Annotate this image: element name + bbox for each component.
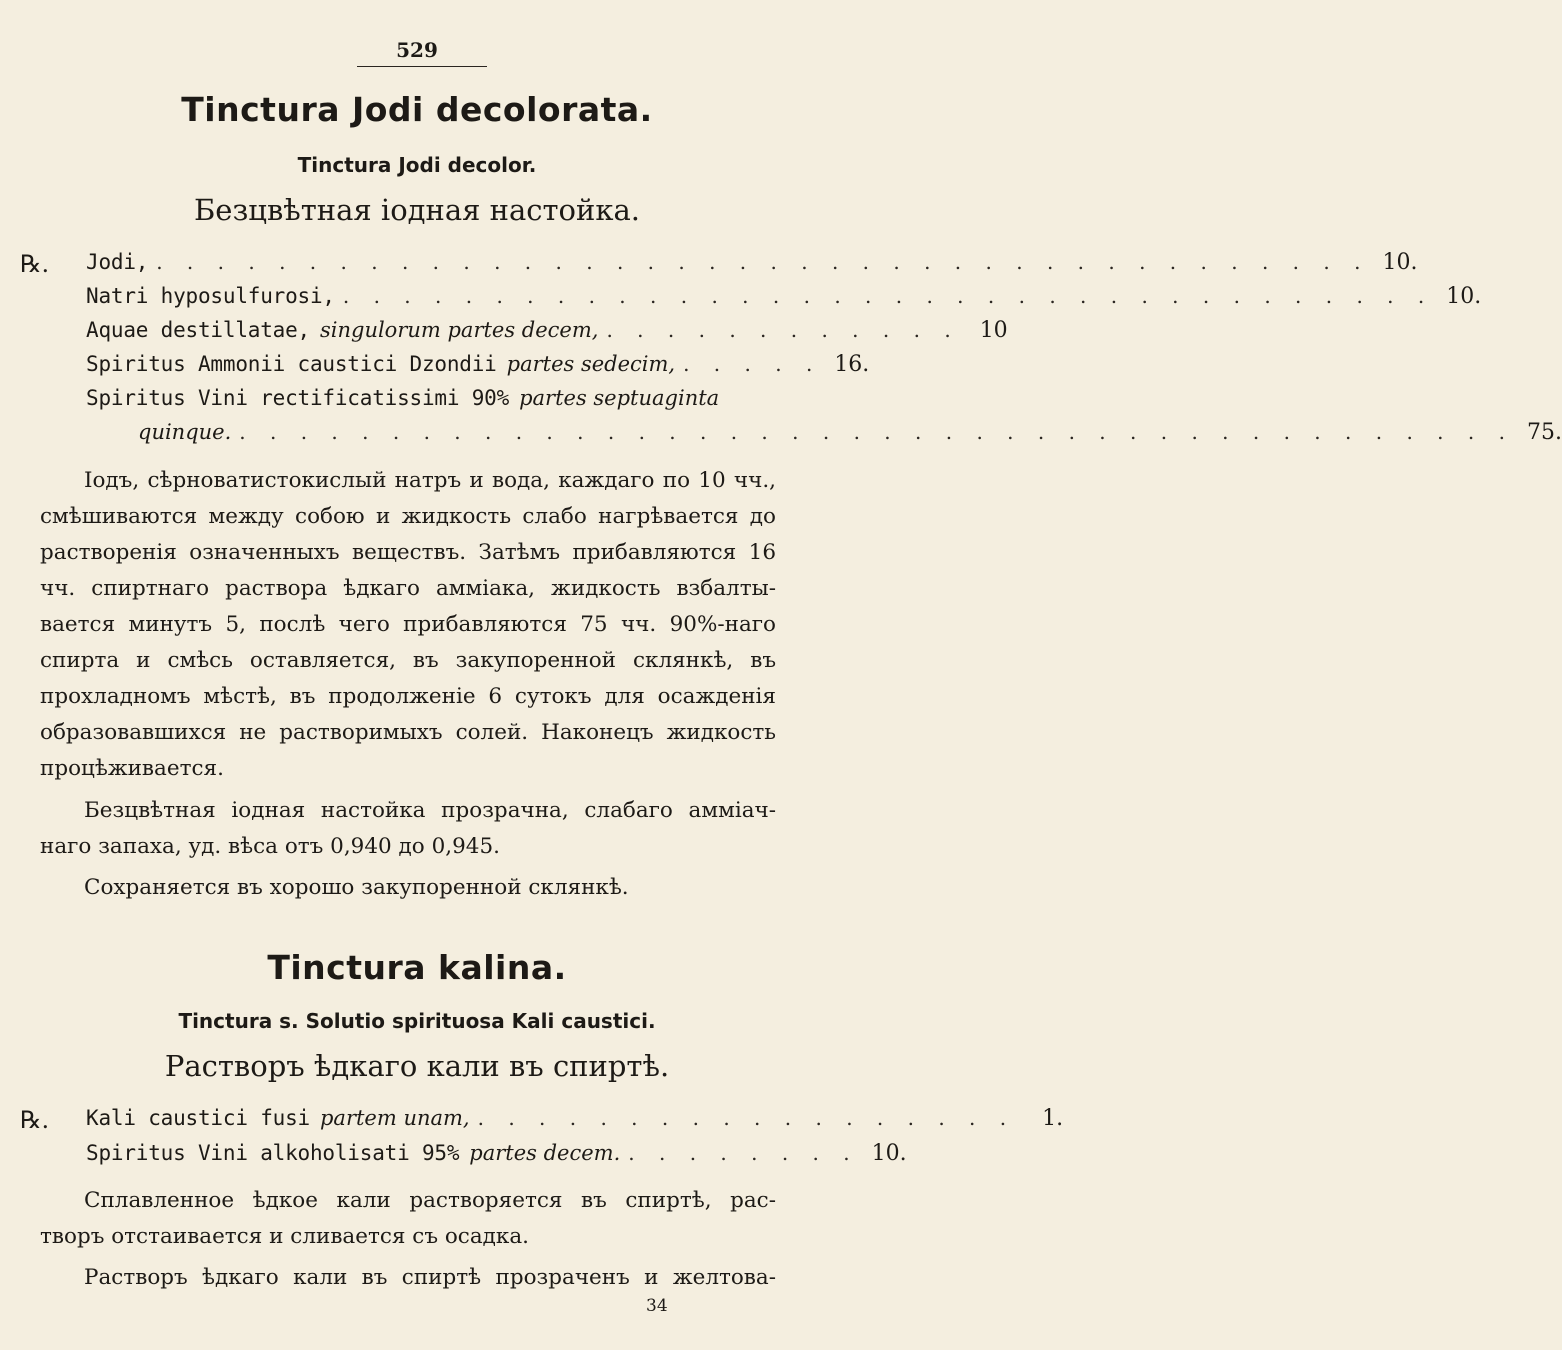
section-russian-title: Растворъ ѣдкаго кали въ спиртѣ. bbox=[164, 1049, 670, 1083]
ingredient-name: Spiritus Vini rectificatissimi 90% bbox=[86, 386, 510, 410]
ingredient-amount: 10. bbox=[1382, 250, 1418, 275]
text-line: Сплавленное ѣдкое кали растворяется въ спиртѣ, рас- bbox=[84, 1188, 776, 1213]
ingredient-note: quinque. bbox=[138, 420, 232, 444]
ingredient-amount: 1. bbox=[1042, 1106, 1064, 1131]
ingredient-note: singulorum partes decem, bbox=[319, 318, 599, 342]
recipe-symbol: ℞. bbox=[20, 250, 50, 278]
leader-dots: . . . . . . . . . . . . . . . . . . . . . . . . . . . . . . . . . . . . bbox=[342, 284, 1434, 308]
text-line: творъ отстаивается и сливается съ осадка. bbox=[40, 1224, 529, 1249]
text-line: Безцвѣтная іодная настойка прозрачна, слабаго амміач- bbox=[84, 798, 776, 823]
leader-dots: . . . . . . . . . . . . . . . . . . . . . . . . . . . . . . . . . . . . . . . . . . bbox=[239, 420, 1514, 444]
section-russian-title: Безцвѣтная іодная настойка. bbox=[194, 193, 640, 227]
text-line: наго запаха, уд. вѣса отъ 0,940 до 0,945. bbox=[40, 834, 500, 859]
leader-dots: . . . . . . . . . . . . . . . . . . bbox=[477, 1106, 1016, 1130]
text-line: Сохраняется въ хорошо закупоренной склянкѣ. bbox=[84, 875, 629, 900]
text-line: спирта и смѣсь оставляется, въ закупоренной склянкѣ, въ bbox=[40, 648, 776, 673]
section-subtitle: Tinctura Jodi decolor. bbox=[297, 153, 537, 177]
ingredient-amount: 75. bbox=[1526, 420, 1562, 445]
recipe-line bbox=[86, 1141, 907, 1175]
section-title: Tinctura Jodi decolorata. bbox=[181, 90, 653, 129]
leader-dots: . . . . . . . . . . . . bbox=[606, 318, 960, 342]
recipe-line bbox=[86, 352, 870, 386]
ingredient-amount: 10. bbox=[871, 1141, 907, 1166]
text-line: смѣшиваются между собою и жидкость слабо нагрѣвается до bbox=[40, 504, 776, 529]
text-line: прохладномъ мѣстѣ, въ продолженіе 6 сутокъ для осажденія bbox=[40, 684, 776, 709]
text-line: процѣживается. bbox=[40, 756, 224, 781]
ingredient-name: Aquae destillatae, bbox=[86, 318, 310, 342]
recipe-line bbox=[86, 386, 782, 420]
recipe-line bbox=[86, 318, 1008, 352]
ingredient-name: Kali caustici fusi bbox=[86, 1106, 310, 1130]
ingredient-note: partes septuaginta bbox=[519, 386, 720, 410]
recipe-symbol: ℞. bbox=[20, 1106, 50, 1134]
text-line: вается минутъ 5, послѣ чего прибавляются 75 чч. 90%-наго bbox=[40, 612, 776, 637]
leader-dots: . . . . . . . . bbox=[628, 1141, 859, 1165]
text-line: Растворъ ѣдкаго кали въ спиртѣ прозраченъ и желтова- bbox=[84, 1265, 776, 1290]
ingredient-name: Spiritus Ammonii caustici Dzondii bbox=[86, 352, 497, 376]
text-line: Іодъ, сѣрноватистокислый натръ и вода, каждаго по 10 чч., bbox=[84, 468, 776, 493]
ingredient-name: Spiritus Vini alkoholisati 95% bbox=[86, 1141, 460, 1165]
recipe-line bbox=[86, 250, 1418, 284]
ingredient-name: Jodi, bbox=[86, 250, 149, 274]
text-line: чч. спиртнаго раствора ѣдкаго амміака, жидкость взбалты- bbox=[40, 576, 776, 601]
page-number-rule bbox=[357, 66, 487, 67]
recipe-line bbox=[138, 420, 1562, 454]
signature-mark: 34 bbox=[646, 1296, 668, 1316]
leader-dots: . . . . . . . . . . . . . . . . . . . . . . . . . . . . . . . . . . . . . . . . bbox=[156, 250, 1370, 274]
text-line: растворенія означенныхъ веществъ. Затѣмъ прибавляются 16 bbox=[40, 540, 776, 565]
text-line: образовавшихся не растворимыхъ солей. Наконецъ жидкость bbox=[40, 720, 776, 745]
ingredient-name: Natri hyposulfurosi, bbox=[86, 284, 335, 308]
recipe-line bbox=[86, 284, 1482, 318]
ingredient-amount: 10 bbox=[979, 318, 1008, 343]
section-subtitle: Tinctura s. Solutio spirituosa Kali caustici. bbox=[178, 1009, 656, 1033]
ingredient-amount: 16. bbox=[834, 352, 870, 377]
section-title: Tinctura kalina. bbox=[267, 948, 567, 987]
ingredient-amount: 10. bbox=[1446, 284, 1482, 309]
ingredient-note: partem unam, bbox=[319, 1106, 470, 1130]
recipe-line bbox=[86, 1106, 1064, 1140]
ingredient-note: partes sedecim, bbox=[506, 352, 676, 376]
page-number: 529 bbox=[396, 38, 438, 62]
leader-dots: . . . . . bbox=[683, 352, 822, 376]
ingredient-note: partes decem. bbox=[469, 1141, 621, 1165]
